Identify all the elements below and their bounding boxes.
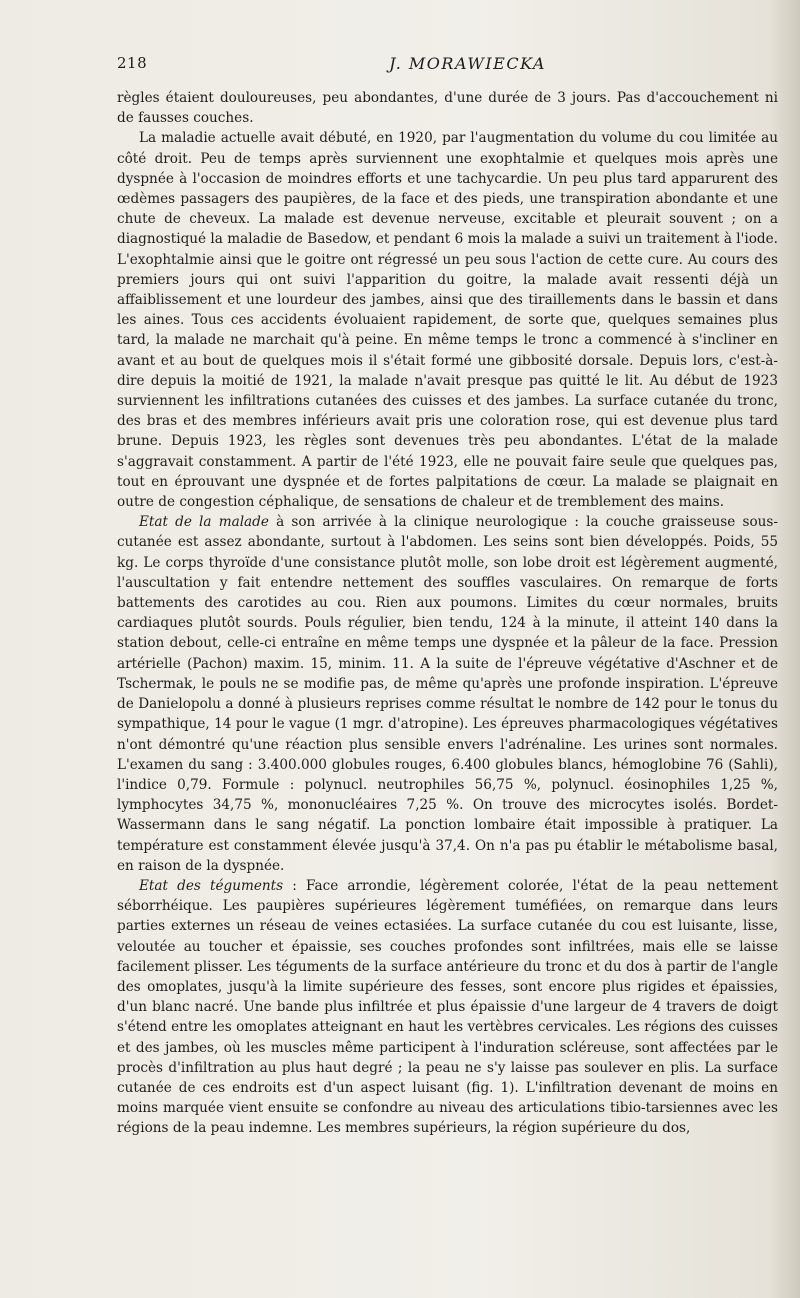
paragraph [117, 88, 778, 128]
page-header [117, 54, 778, 80]
paragraph [117, 512, 778, 876]
page-number: 218 [117, 54, 148, 72]
paragraph-text: La maladie actuelle avait débuté, en 1920, par l'augmentation du volume du cou limitée au côté droit. Peu de temps après surviennent une exophtalmie et quelques mois après une dyspnée à l'occasion de moindres efforts et une tachycardie. Un peu plus tard apparurent des œdèmes passagers des paupières, de la face et des pieds, une transpiration abondante et une chute de cheveux. La malade est devenue nerveuse, excitable et pleurait souvent ; on a diagnostiqué la maladie de Basedow, et pendant 6 mois la malade a suivi un traitement à l'iode. L'exophtalmie ainsi que le goitre ont régressé un peu sous l'action de cette cure. Au cours des premiers jours qui ont suivi l'apparition du goitre, la malade avait ressenti déjà un affaiblissement et une lourdeur des jambes, ainsi que des tiraillements dans le bassin et dans les aines. Tous ces accidents évoluaient rapidement, de sorte que, quelques semaines plus tard, la malade ne marchait qu'à peine. En même temps le tronc a commencé à s'incliner en avant et au bout de quelques mois il s'était formé une gibbosité dorsale. Depuis lors, c'est-à-dire depuis la moitié de 1921, la malade n'avait presque pas quitté le lit. Au début de 1923 surviennent les infiltrations cutanées des cuisses et des jambes. La surface cutanée du tronc, des bras et des membres inférieurs avait pris une coloration rose, qui est devenue plus tard brune. Depuis 1923, les règles sont devenues très peu abondantes. L'état de la malade s'aggravait constamment. A partir de l'été 1923, elle ne pouvait faire seule que quelques pas, tout en éprouvant une dyspnée et de fortes palpitations de cœur. La malade se plaignait en outre de congestion céphalique, de sensations de chaleur et de tremblement des mains. [117, 130, 778, 511]
paragraph-text: : Face arrondie, légèrement colorée, l'état de la peau nettement séborrhéique. Les paupières supérieures légèrement tuméfiées, on remarque dans leurs parties externes un réseau de veines ectasiées. La surface cutanée du cou est luisante, lisse, veloutée au toucher et épaissie, ses couches profondes sont infiltrées, mais elle se laisse facilement plisser. Les téguments de la surface antérieure du tronc et du dos à partir de l'angle des omoplates, jusqu'à la limite supérieure des fesses, sont encore plus rigides et épaissies, d'un blanc nacré. Une bande plus infiltrée et plus épaissie d'une largeur de 4 travers de doigt s'étend entre les omoplates atteignant en haut les vertèbres cervicales. Les régions des cuisses et des jambes, où les muscles même participent à l'induration scléreuse, sont affectées par le procès d'infiltration au plus haut degré ; la peau ne s'y laisse pas soulever en plis. La surface cutanée de ces endroits est d'un aspect luisant (fig. 1). L'infiltration devenant de moins en moins marquée vient ensuite se confondre au niveau des articulations tibio-tarsiennes avec les régions de la peau indemne. Les membres supérieurs, la région supérieure du dos, [117, 877, 778, 1137]
paragraph-lead: Etat de la malade [139, 514, 269, 531]
paragraph [117, 876, 778, 1139]
paragraph-lead: Etat des téguments [139, 877, 284, 894]
running-head: J. MORAWIECKA [389, 54, 546, 73]
paragraph-text: règles étaient douloureuses, peu abondantes, d'une durée de 3 jours. Pas d'accouchement ni de fausses couches. [117, 90, 778, 127]
paragraph-text: à son arrivée à la clinique neurologique : la couche graisseuse sous-cutanée est assez abondante, surtout à l'abdomen. Les seins sont bien développés. Poids, 55 kg. Le corps thyroïde d'une consistance plutôt molle, son lobe droit est légèrement augmenté, l'auscultation y fait entendre nettement des souffles vasculaires. On remarque de forts battements des carotides au cou. Rien aux poumons. Limites du cœur normales, bruits cardiaques plutôt sourds. Pouls régulier, bien tendu, 124 à la minute, il atteint 140 dans la station debout, celle-ci entraîne en même temps une dyspnée et la pâleur de la face. Pression artérielle (Pachon) maxim. 15, minim. 11. A la suite de l'épreuve végétative d'Aschner et de Tschermak, le pouls ne se modifie pas, de même qu'après une profonde inspiration. L'épreuve de Danielopolu a donné à plusieurs reprises comme résultat le nombre de 142 pour le tonus du sympathique, 14 pour le vague (1 mgr. d'atropine). Les épreuves pharmacologiques végétatives n'ont démontré qu'une réaction plus sensible envers l'adrénaline. Les urines sont normales. L'examen du sang : 3.400.000 globules rouges, 6.400 globules blancs, hémoglobine 76 (Sahli), l'indice 0,79. Formule : polynucl. neutrophiles 56,75 %, polynucl. éosinophiles 1,25 %, lymphocytes 34,75 %, mononucléaires 7,25 %. On trouve des microcytes isolés. Bordet-Wassermann dans le sang négatif. La ponction lombaire était impossible à pratiquer. La température est constamment élevée jusqu'à 37,4. On n'a pas pu établir le métabolisme basal, en raison de la dyspnée. [117, 514, 778, 874]
paragraph [117, 128, 778, 512]
body-text [117, 88, 778, 1139]
